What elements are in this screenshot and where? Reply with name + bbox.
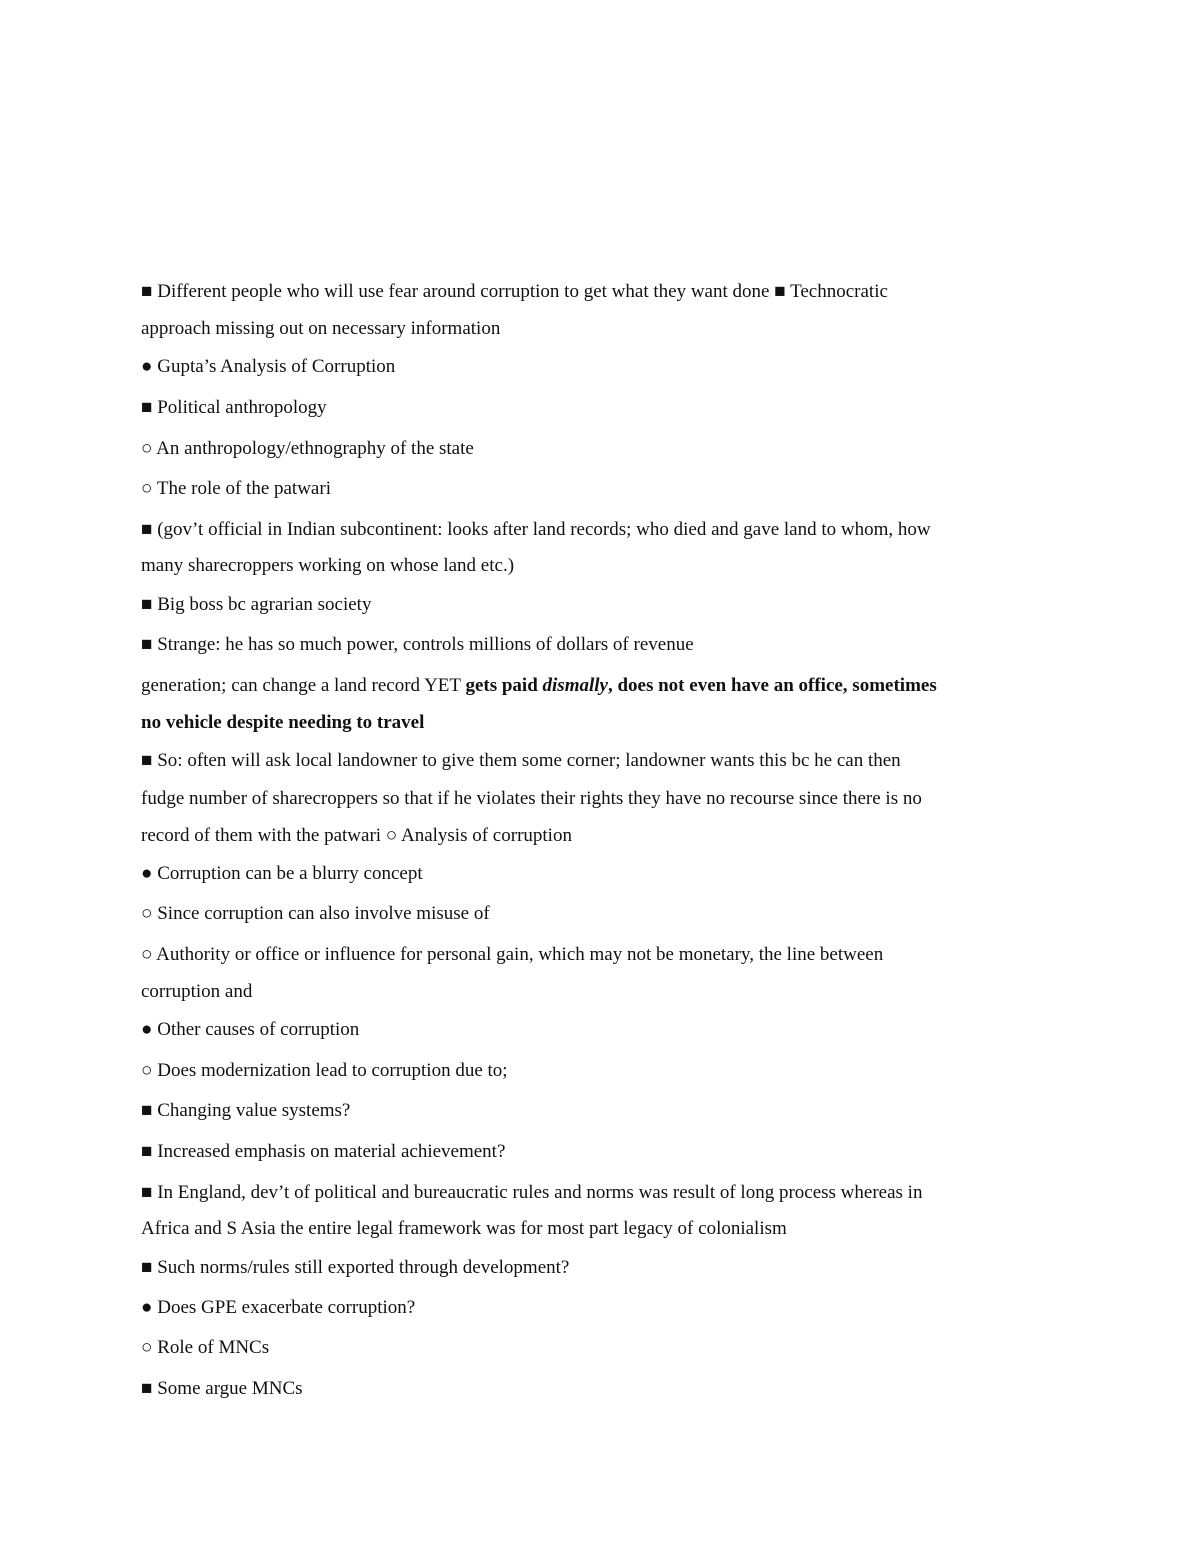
- bold-run: gets paid: [465, 675, 543, 696]
- text-line: corruption and: [141, 981, 253, 1002]
- text-line: ● Other causes of corruption: [141, 1019, 360, 1040]
- text-line: ■ In England, dev’t of political and bureaucratic rules and norms was result of long process whereas in: [141, 1182, 923, 1203]
- text-line: ■ Such norms/rules still exported through development?: [141, 1257, 570, 1278]
- text-line: ● Corruption can be a blurry concept: [141, 863, 423, 884]
- bold-run: , does not even have an office, sometimes: [607, 675, 937, 696]
- text-line: ■ Changing value systems?: [141, 1100, 351, 1121]
- text-line: ● Gupta’s Analysis of Corruption: [141, 356, 396, 377]
- text-line: ○ Authority or office or influence for personal gain, which may not be monetary, the line between: [141, 944, 884, 965]
- text-line: many sharecroppers working on whose land etc.): [141, 555, 515, 576]
- text-line: ■ So: often will ask local landowner to give them some corner; landowner wants this bc he can then: [141, 750, 901, 771]
- text-line: ● Does GPE exacerbate corruption?: [141, 1297, 416, 1318]
- text-line: ○ Does modernization lead to corruption due to;: [141, 1060, 508, 1081]
- text-line: ■ Big boss bc agrarian society: [141, 594, 372, 615]
- text-line: approach missing out on necessary information: [141, 318, 501, 339]
- text-line: fudge number of sharecroppers so that if he violates their rights they have no recourse since there is no: [141, 788, 922, 809]
- plain-run: generation; can change a land record YET: [141, 675, 466, 696]
- text-line: ○ Role of MNCs: [141, 1337, 270, 1358]
- text-line: ○ Since corruption can also involve misuse of: [141, 903, 490, 924]
- bold-italic-run: dismally: [542, 675, 608, 696]
- text-line: ■ (gov’t official in Indian subcontinent: looks after land records; who died and gave land to whom, how: [141, 519, 931, 540]
- text-line: record of them with the patwari ○ Analysis of corruption: [141, 825, 572, 846]
- text-line: ■ Increased emphasis on material achievement?: [141, 1141, 506, 1162]
- text-line: ■ Different people who will use fear around corruption to get what they want done ■ Technocratic: [141, 281, 888, 302]
- text-line: ○ An anthropology/ethnography of the state: [141, 438, 474, 459]
- text-line: ■ Political anthropology: [141, 397, 327, 418]
- text-line: ■ Some argue MNCs: [141, 1378, 303, 1399]
- text-line-bold: no vehicle despite needing to travel: [141, 712, 425, 733]
- text-line: ○ The role of the patwari: [141, 478, 331, 499]
- text-line: ■ Strange: he has so much power, controls millions of dollars of revenue: [141, 634, 694, 655]
- text-line-mixed: [141, 672, 937, 700]
- text-line: Africa and S Asia the entire legal framework was for most part legacy of colonialism: [141, 1218, 787, 1239]
